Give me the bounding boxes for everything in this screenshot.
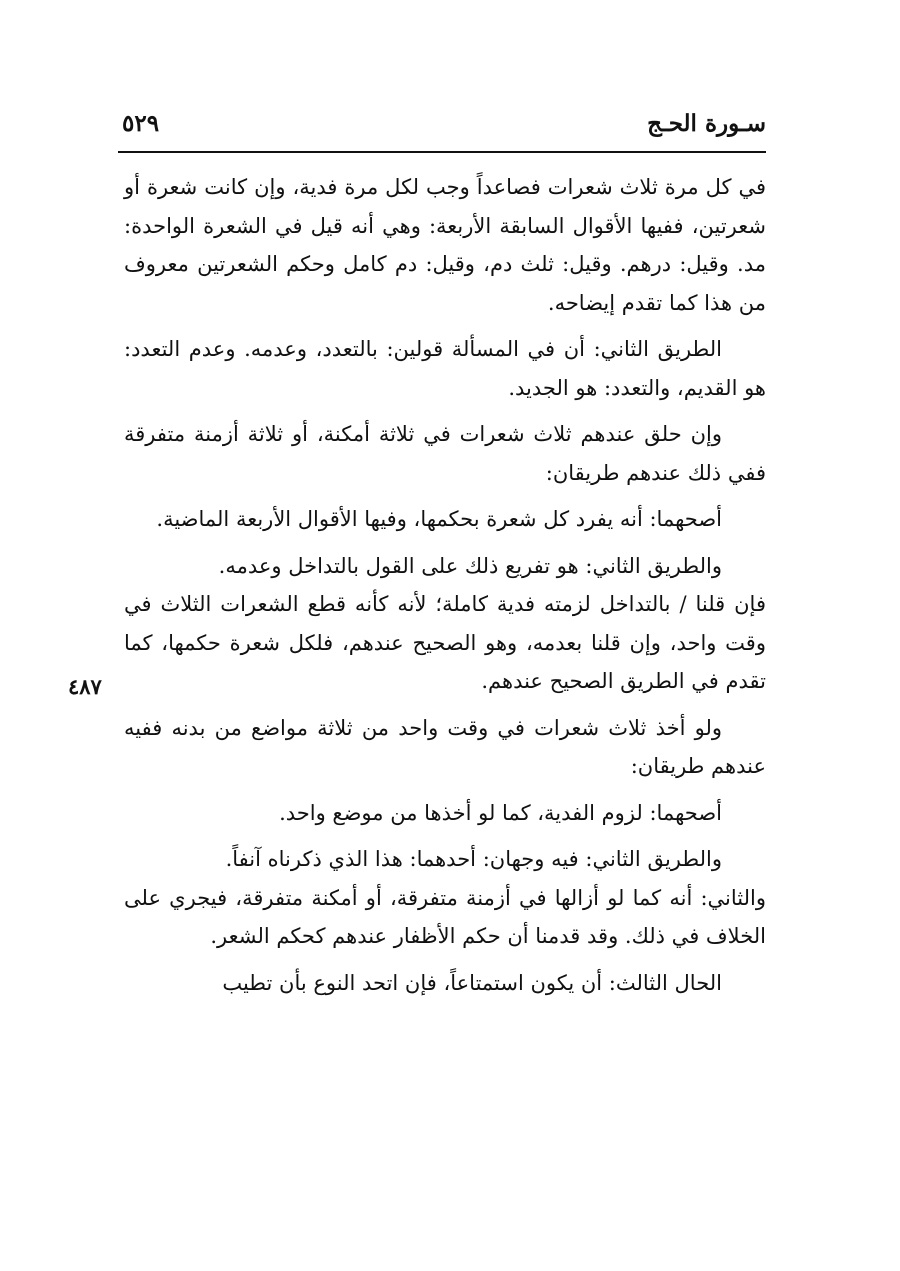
margin-page-reference: ٤٨٧: [68, 674, 102, 699]
paragraph-4: أصحهما: أنه يفرد كل شعرة بحكمها، وفيها الأقوال الأربعة الماضية.: [156, 507, 722, 531]
paragraph-6: فإن قلنا / بالتداخل لزمته فدية كاملة؛ لأنه كأنه قطع الشعرات الثلاث في وقت واحد، وإن قلنا بعدمه، وهو الصحيح عندهم، فلكل شعرة حكمها، كما تقدم في الطريق الصحيح عندهم.: [124, 592, 766, 693]
paragraph-3: وإن حلق عندهم ثلاث شعرات في ثلاثة أمكنة، أو ثلاثة أزمنة متفرقة ففي ذلك عندهم طريقان:: [124, 422, 766, 485]
paragraph-11: الحال الثالث: أن يكون استمتاعاً، فإن اتحد النوع بأن تطيب: [222, 970, 722, 995]
paragraph-10: والثاني: أنه كما لو أزالها في أزمنة متفرقة، أو أمكنة متفرقة، فيجري على الخلاف في ذلك. وقد قدمنا أن حكم الأظفار عندهم كحكم الشعر.: [124, 885, 766, 948]
paragraph-8: أصحهما: لزوم الفدية، كما لو أخذها من موضع واحد.: [279, 800, 722, 825]
surah-title: سـورة الحـج: [647, 110, 766, 137]
page-number: ٥٢٩: [122, 110, 160, 137]
paragraph-2: الطريق الثاني: أن في المسألة قولين: بالتعدد، وعدمه. وعدم التعدد: هو القديم، والتعدد: هو الجديد.: [124, 337, 766, 400]
paragraph-1: في كل مرة ثلاث شعرات فصاعداً وجب لكل مرة فدية، وإن كانت شعرة أو شعرتين، ففيها الأقوال السابقة الأربعة: وهي أنه قيل في الشعرة الواحدة: مد. وقيل: درهم. وقيل: ثلث دم، وقيل: دم كامل وحكم الشعرتين معروف من هذا كما تقدم إيضاحه.: [124, 175, 766, 315]
paragraph-5: والطريق الثاني: هو تفريع ذلك على القول بالتداخل وعدمه.: [218, 553, 722, 578]
header-divider: [118, 151, 766, 153]
page-header: [118, 108, 766, 148]
page-body: [124, 168, 766, 1010]
paragraph-9: والطريق الثاني: فيه وجهان: أحدهما: هذا الذي ذكرناه آنفاً.: [225, 847, 722, 871]
paragraph-7: ولو أخذ ثلاث شعرات في وقت واحد من ثلاثة مواضع من بدنه ففيه عندهم طريقان:: [124, 715, 766, 778]
